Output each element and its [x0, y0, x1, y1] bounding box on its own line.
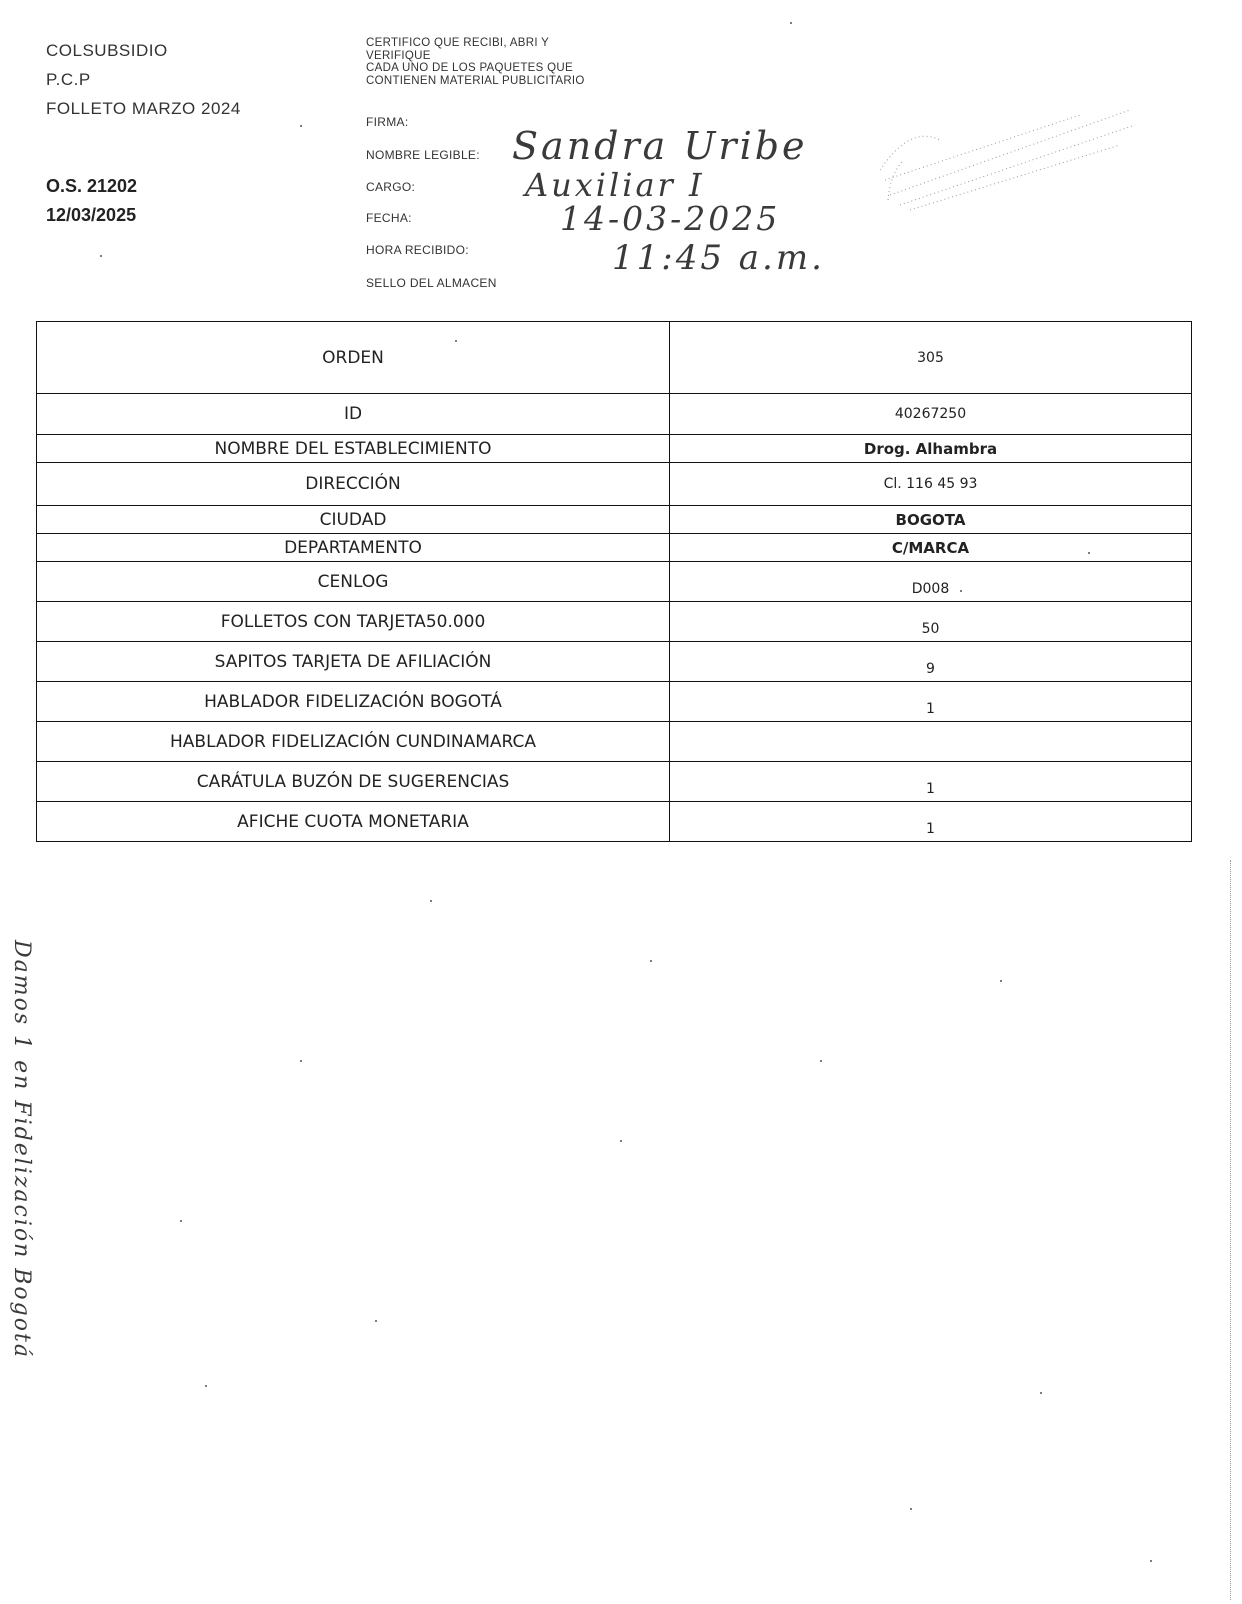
handwritten-cargo: Auxiliar I: [525, 166, 705, 204]
order-service-block: [46, 172, 137, 230]
table-row: [37, 642, 1192, 682]
row-label: HABLADOR FIDELIZACIÓN BOGOTÁ: [37, 682, 670, 722]
handwritten-side-note: Damos 1 en Fidelización Bogotá: [9, 940, 34, 1359]
row-label: ORDEN: [37, 322, 670, 394]
side-note-container: [4, 940, 54, 1400]
table-row: [37, 802, 1192, 842]
row-label: DIRECCIÓN: [37, 463, 670, 506]
campaign-title: FOLLETO MARZO 2024: [46, 99, 241, 118]
row-label: HABLADOR FIDELIZACIÓN CUNDINAMARCA: [37, 722, 670, 762]
table-row: [37, 562, 1192, 602]
row-value: 40267250: [670, 394, 1192, 435]
row-value: 50: [670, 602, 1192, 642]
table-row: [37, 394, 1192, 435]
handwritten-hora: 11:45 a.m.: [612, 238, 825, 278]
row-label: SAPITOS TARJETA DE AFILIACIÓN: [37, 642, 670, 682]
row-value: Drog. Alhambra: [670, 435, 1192, 463]
row-value: D008: [670, 562, 1192, 602]
cert-line: CERTIFICO QUE RECIBI, ABRI Y: [366, 37, 550, 49]
row-value: 1: [670, 682, 1192, 722]
cert-line: CONTIENEN MATERIAL PUBLICITARIO: [366, 74, 585, 87]
company-name: COLSUBSIDIO: [46, 41, 168, 60]
firma-label: FIRMA:: [366, 115, 409, 129]
os-number: O.S. 21202: [46, 176, 138, 196]
cert-line: CADA UNO DE LOS PAQUETES QUE: [366, 62, 573, 74]
hora-label: HORA RECIBIDO:: [366, 243, 469, 257]
row-value: Cl. 116 45 93: [670, 463, 1192, 506]
row-value: 1: [670, 762, 1192, 802]
row-label: ID: [37, 394, 670, 435]
handwritten-fecha: 14-03-2025: [560, 199, 781, 238]
row-label: CIUDAD: [37, 506, 670, 534]
table-row: [37, 322, 1192, 394]
table-row: [37, 722, 1192, 762]
row-label: CARÁTULA BUZÓN DE SUGERENCIAS: [37, 762, 670, 802]
cargo-label: CARGO:: [366, 180, 416, 194]
row-label: AFICHE CUOTA MONETARIA: [37, 802, 670, 842]
table-row: [37, 435, 1192, 463]
handwritten-nombre: Sandra Uribe: [512, 124, 808, 168]
department: P.C.P: [46, 70, 91, 89]
sello-label: SELLO DEL ALMACEN: [366, 276, 497, 290]
nombre-label: NOMBRE LEGIBLE:: [366, 148, 480, 162]
table-row: [37, 506, 1192, 534]
row-value: 1: [670, 802, 1192, 842]
cert-line: VERIFIQUE: [366, 49, 431, 62]
fecha-label: FECHA:: [366, 211, 412, 225]
row-label: NOMBRE DEL ESTABLECIMIENTO: [37, 435, 670, 463]
row-label: CENLOG: [37, 562, 670, 602]
table-row: [37, 463, 1192, 506]
store-stamp: [880, 100, 1140, 220]
row-value: BOGOTA: [670, 506, 1192, 534]
certification-text: [366, 37, 585, 87]
company-header: [46, 36, 241, 123]
row-value: 9: [670, 642, 1192, 682]
table-row: [37, 762, 1192, 802]
row-value: C/MARCA: [670, 534, 1192, 562]
delivery-table: [36, 321, 1192, 842]
row-label: FOLLETOS CON TARJETA50.000: [37, 602, 670, 642]
table-row: [37, 682, 1192, 722]
row-value: [670, 722, 1192, 762]
table-row: [37, 602, 1192, 642]
scan-edge: [1230, 860, 1237, 1600]
table-row: [37, 534, 1192, 562]
row-label: DEPARTAMENTO: [37, 534, 670, 562]
os-date: 12/03/2025: [46, 205, 137, 225]
row-value: 305: [670, 322, 1192, 394]
